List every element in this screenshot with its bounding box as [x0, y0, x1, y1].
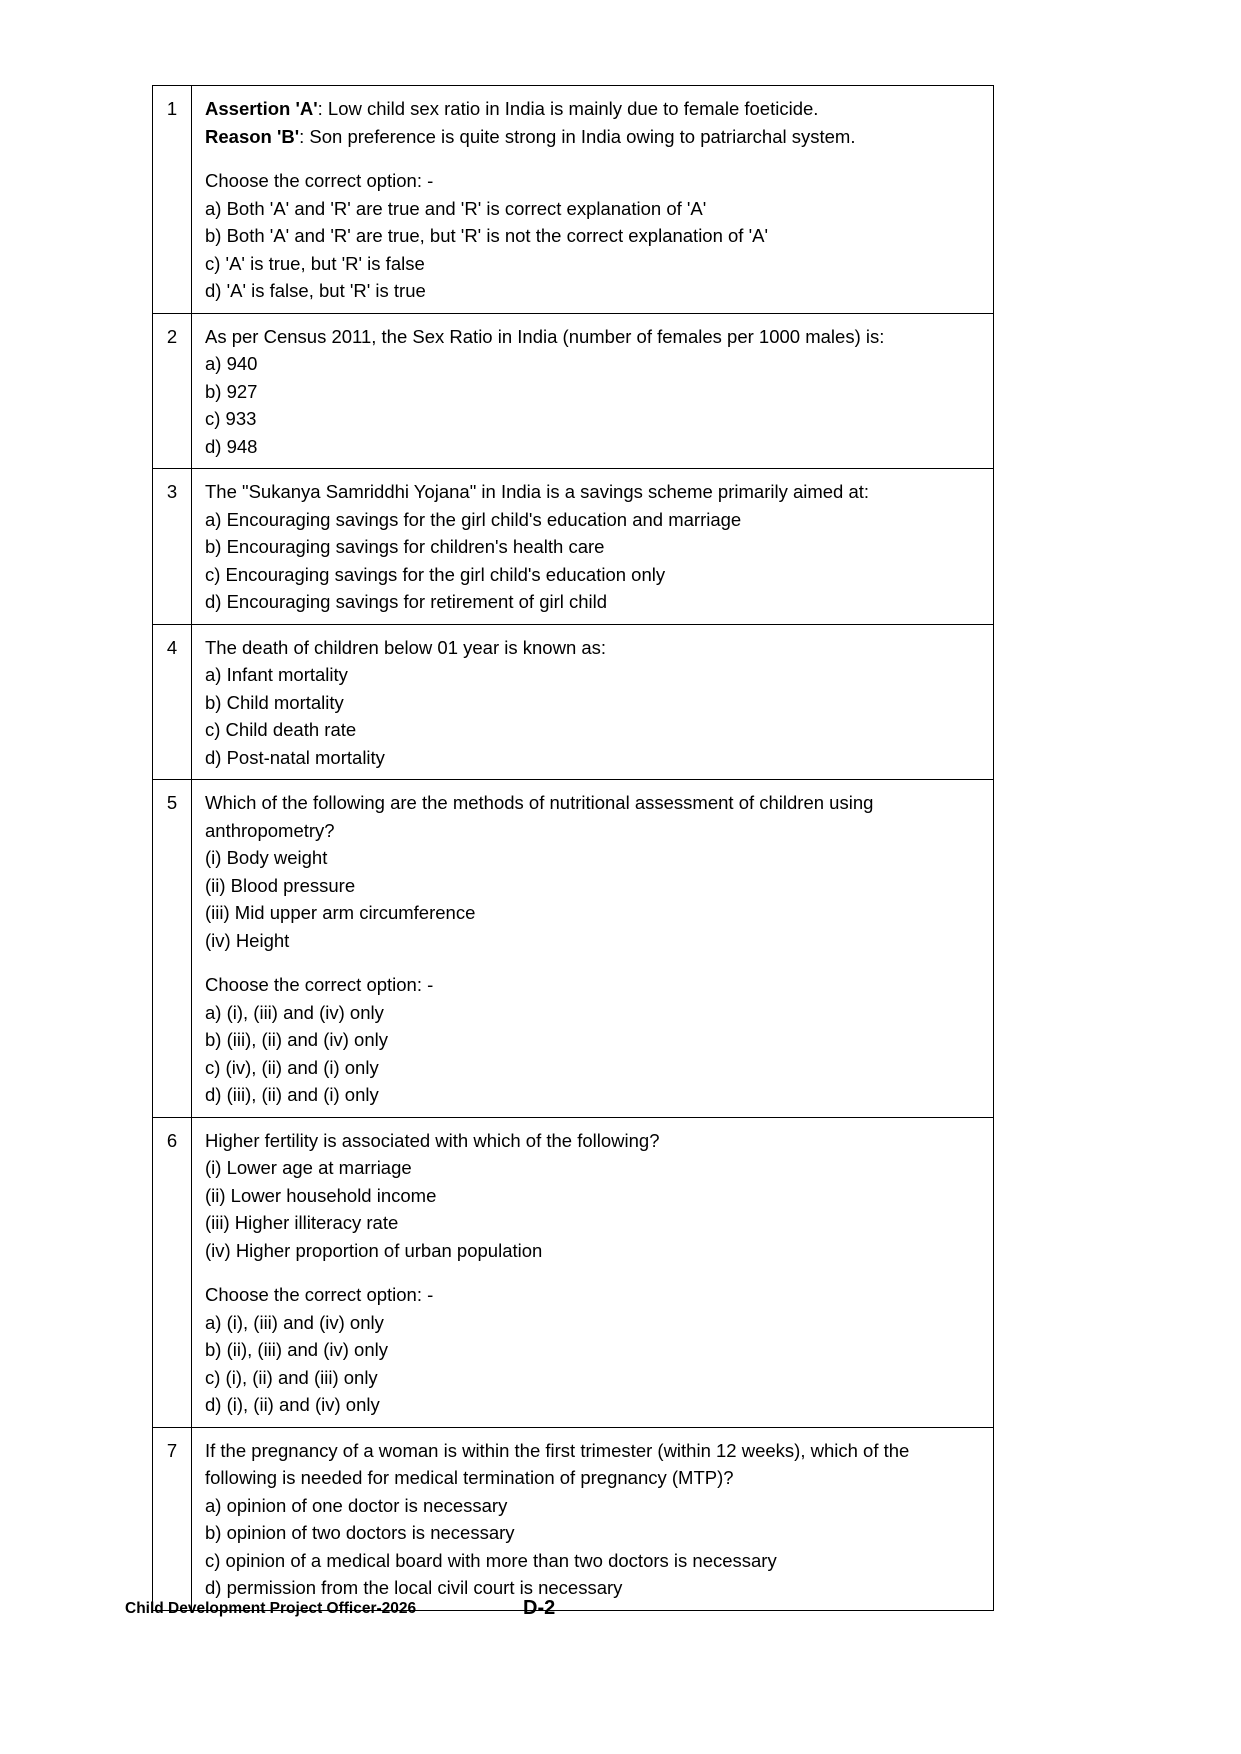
answer-option: a) Encouraging savings for the girl child's education and marriage	[205, 508, 742, 530]
question-statement-line: Choose the correct option: -	[205, 170, 434, 191]
question-body	[192, 780, 994, 1118]
question-body	[192, 1427, 994, 1610]
question-statement-line	[205, 95, 985, 123]
page-footer	[0, 1597, 1241, 1640]
answer-option: c) 'A' is true, but 'R' is false	[205, 252, 425, 274]
question-statement-line: Higher fertility is associated with which of the following?	[205, 1129, 660, 1151]
question-body	[192, 313, 994, 469]
answer-option: d) 948	[205, 435, 258, 457]
question-body	[192, 624, 994, 780]
question-row	[153, 313, 994, 469]
statement-item: (iii) Higher illiteracy rate	[205, 1212, 399, 1233]
question-row	[153, 86, 994, 314]
question-table	[152, 85, 994, 1611]
answer-option: c) (i), (ii) and (iii) only	[205, 1366, 378, 1388]
statement-text: : Son preference is quite strong in India owing to patriarchal system.	[299, 125, 856, 147]
question-body	[192, 1117, 994, 1427]
answer-option: b) Encouraging savings for children's health care	[205, 536, 605, 557]
question-number: 5	[153, 780, 192, 1118]
answer-option: d) (i), (ii) and (iv) only	[205, 1394, 380, 1415]
answer-option: a) Both 'A' and 'R' are true and 'R' is correct explanation of 'A'	[205, 197, 707, 219]
answer-option: d) (iii), (ii) and (i) only	[205, 1084, 379, 1105]
question-body	[192, 86, 994, 314]
answer-option: d) permission from the local civil court is necessary	[205, 1577, 623, 1598]
answer-option: d) Post-natal mortality	[205, 746, 385, 768]
line-spacer	[205, 954, 985, 971]
question-body	[192, 469, 994, 625]
question-number: 2	[153, 313, 192, 469]
question-statement-line: Choose the correct option: -	[205, 974, 434, 995]
question-statement-line: The death of children below 01 year is known as:	[205, 636, 607, 658]
statement-label: Assertion 'A'	[205, 98, 318, 119]
footer-page-code: D-2	[523, 1597, 556, 1619]
answer-option: c) (iv), (ii) and (i) only	[205, 1056, 379, 1078]
question-number: 4	[153, 624, 192, 780]
answer-option: c) 933	[205, 408, 257, 429]
statement-label: Reason 'B'	[205, 125, 300, 147]
question-statement-line: The "Sukanya Samriddhi Yojana" in India is a savings scheme primarily aimed at:	[205, 481, 870, 502]
answer-option: a) (i), (iii) and (iv) only	[205, 1311, 384, 1333]
question-statement-line: Which of the following are the methods of nutritional assessment of children using anthropometry?	[205, 792, 874, 841]
line-spacer	[205, 150, 985, 167]
question-row	[153, 1117, 994, 1427]
question-statement-line: As per Census 2011, the Sex Ratio in India (number of females per 1000 males) is:	[205, 325, 885, 347]
answer-option: b) (ii), (iii) and (iv) only	[205, 1339, 388, 1360]
answer-option: b) (iii), (ii) and (iv) only	[205, 1029, 388, 1050]
answer-option: d) 'A' is false, but 'R' is true	[205, 280, 426, 301]
statement-item: (ii) Blood pressure	[205, 874, 356, 896]
question-row	[153, 780, 994, 1118]
answer-option: a) 940	[205, 353, 258, 374]
question-number: 3	[153, 469, 192, 625]
answer-option: b) 927	[205, 380, 258, 402]
statement-item: (i) Body weight	[205, 847, 328, 868]
answer-option: c) Encouraging savings for the girl child's education only	[205, 563, 666, 585]
statement-item: (ii) Lower household income	[205, 1184, 437, 1206]
answer-option: a) (i), (iii) and (iv) only	[205, 1001, 384, 1023]
footer-exam-title: Child Development Project Officer-2026	[125, 1600, 417, 1617]
statement-item: (i) Lower age at marriage	[205, 1157, 412, 1178]
question-statement-line: If the pregnancy of a woman is within the first trimester (within 12 weeks), which of the following is needed for medical termination of pregnancy (MTP)?	[205, 1439, 910, 1488]
answer-option: b) opinion of two doctors is necessary	[205, 1522, 515, 1543]
line-spacer	[205, 1264, 985, 1281]
answer-option: c) opinion of a medical board with more than two doctors is necessary	[205, 1549, 777, 1571]
question-row	[153, 469, 994, 625]
question-number: 6	[153, 1117, 192, 1427]
answer-option: a) opinion of one doctor is necessary	[205, 1494, 508, 1516]
statement-text: : Low child sex ratio in India is mainly due to female foeticide.	[317, 98, 819, 119]
question-number: 1	[153, 86, 192, 314]
statement-item: (iv) Height	[205, 929, 290, 951]
answer-option: c) Child death rate	[205, 719, 357, 740]
answer-option: b) Child mortality	[205, 691, 344, 713]
answer-option: d) Encouraging savings for retirement of girl child	[205, 591, 608, 612]
answer-option: a) Infant mortality	[205, 664, 348, 685]
question-statement-line	[205, 123, 985, 151]
question-statement-line: Choose the correct option: -	[205, 1284, 434, 1305]
question-table-body	[153, 86, 994, 1611]
question-row	[153, 624, 994, 780]
statement-item: (iii) Mid upper arm circumference	[205, 902, 476, 923]
question-row	[153, 1427, 994, 1610]
answer-option: b) Both 'A' and 'R' are true, but 'R' is not the correct explanation of 'A'	[205, 225, 768, 246]
statement-item: (iv) Higher proportion of urban population	[205, 1239, 543, 1261]
question-number: 7	[153, 1427, 192, 1610]
